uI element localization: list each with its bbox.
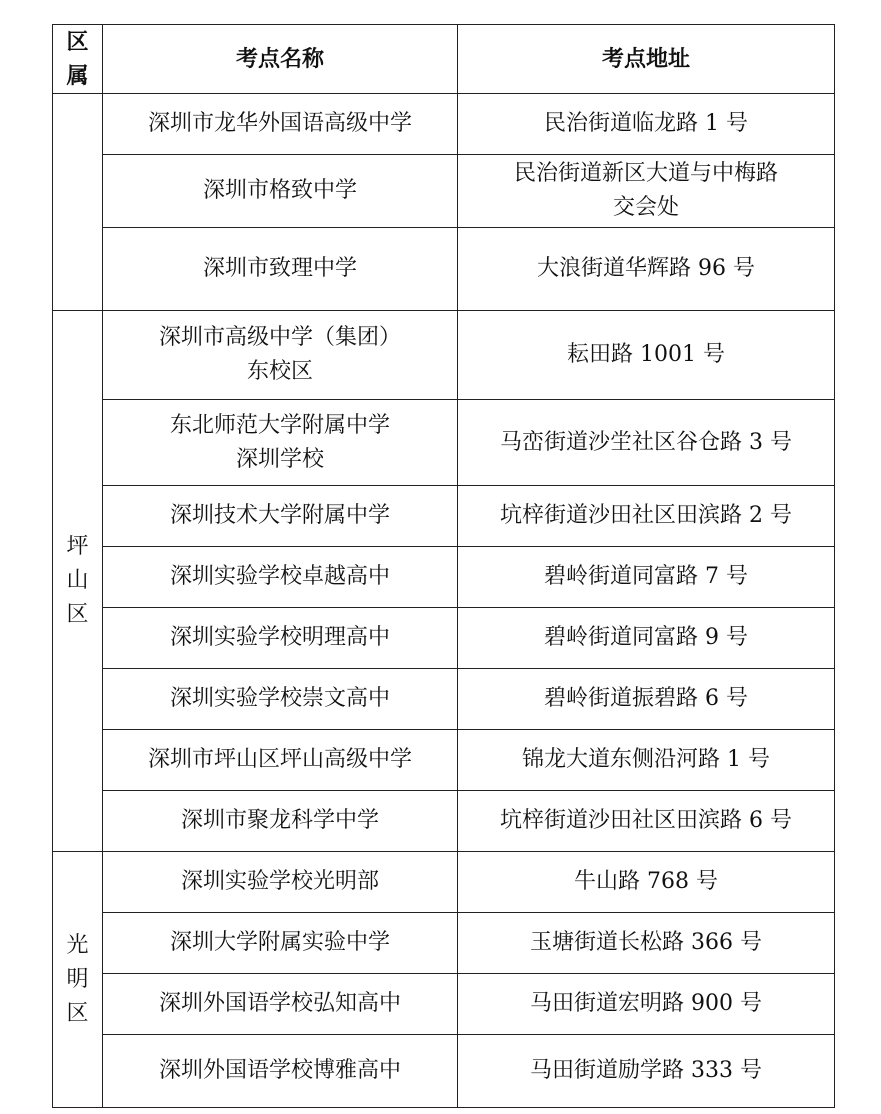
table-row [53,547,835,608]
header-district: 区属 [53,25,103,94]
site-name: 深圳市致理中学 [103,228,458,311]
table-header-row [53,25,835,94]
table-row [53,852,835,913]
table-row [53,400,835,486]
table-row [53,228,835,311]
district-cell-guangming [53,852,103,1108]
table-row [53,1035,835,1108]
site-name: 深圳外国语学校弘知高中 [103,974,458,1035]
site-address: 马田街道励学路 333 号 [458,1035,835,1108]
table-row [53,155,835,228]
district-char: 山 [66,568,89,593]
site-address: 大浪街道华辉路 96 号 [458,228,835,311]
site-address: 碧岭街道振碧路 6 号 [458,669,835,730]
site-name: 深圳大学附属实验中学 [103,913,458,974]
site-name: 深圳实验学校明理高中 [103,608,458,669]
site-name: 深圳外国语学校博雅高中 [103,1035,458,1108]
table-row [53,974,835,1035]
site-name [103,311,458,400]
site-address-line: 民治街道新区大道与中梅路 [513,161,778,186]
site-address: 碧岭街道同富路 9 号 [458,608,835,669]
district-char: 明 [66,966,89,992]
site-address: 锦龙大道东侧沿河路 1 号 [458,730,835,791]
table-row [53,486,835,547]
district-cell-pingshan [53,311,103,852]
site-address: 碧岭街道同富路 7 号 [458,547,835,608]
site-name [103,400,458,486]
table-row [53,730,835,791]
district-char: 光 [66,932,89,958]
site-address [458,155,835,228]
site-address: 马田街道宏明路 900 号 [458,974,835,1035]
site-name: 深圳市格致中学 [103,155,458,228]
site-address-line: 交会处 [612,195,679,220]
site-name: 深圳市龙华外国语高级中学 [103,94,458,155]
header-site-name: 考点名称 [103,25,458,94]
district-char: 坪 [66,534,89,559]
site-name: 深圳实验学校卓越高中 [103,547,458,608]
site-address: 耘田路 1001 号 [458,311,835,400]
district-cell-blank [53,94,103,311]
site-name-line: 深圳市高级中学（集团） [158,325,401,350]
site-name: 深圳技术大学附属中学 [103,486,458,547]
exam-site-table [52,24,835,1108]
site-address: 玉塘街道长松路 366 号 [458,913,835,974]
site-name-line: 深圳学校 [235,446,324,472]
site-name: 深圳市坪山区坪山高级中学 [103,730,458,791]
table-row [53,608,835,669]
site-name-line: 东北师范大学附属中学 [169,412,390,438]
site-address: 民治街道临龙路 1 号 [458,94,835,155]
site-name: 深圳实验学校光明部 [103,852,458,913]
site-name-line: 东校区 [246,359,313,384]
table-row [53,311,835,400]
site-address: 坑梓街道沙田社区田滨路 6 号 [458,791,835,852]
site-address: 马峦街道沙坣社区谷仓路 3 号 [458,400,835,486]
table-row [53,94,835,155]
site-address: 牛山路 768 号 [458,852,835,913]
table-row [53,669,835,730]
district-char: 区 [66,1000,89,1026]
header-site-address: 考点地址 [458,25,835,94]
district-char: 区 [66,602,89,627]
table-row [53,791,835,852]
site-address: 坑梓街道沙田社区田滨路 2 号 [458,486,835,547]
site-name: 深圳实验学校崇文高中 [103,669,458,730]
site-name: 深圳市聚龙科学中学 [103,791,458,852]
table-row [53,913,835,974]
